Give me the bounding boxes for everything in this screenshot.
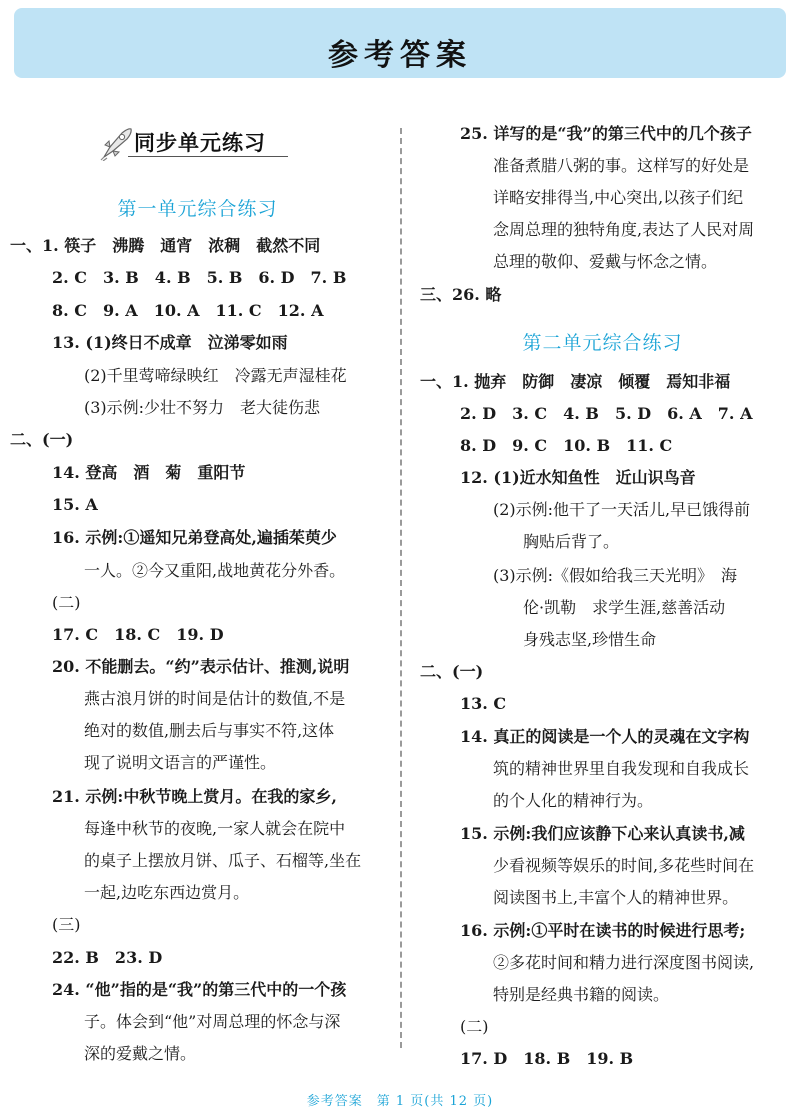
answer-line: 燕古浪月饼的时间是估计的数值,不是 <box>84 689 346 708</box>
answer-line: 详略安排得当,中心突出,以孩子们纪 <box>493 188 744 207</box>
answer-line: 现了说明文语言的严谨性。 <box>84 753 277 772</box>
answer-line: 二、(一) <box>420 662 484 681</box>
answer-line: 准备煮腊八粥的事。这样写的好处是 <box>493 156 750 175</box>
answer-line: 15. A <box>52 495 98 514</box>
answer-line: 12. (1)近水知鱼性 近山识鸟音 <box>460 468 696 487</box>
sync-practice-title: 同步单元练习 <box>134 131 266 155</box>
answer-line: 一人。②今又重阳,战地黄花分外香。 <box>84 561 346 580</box>
page-title: 参考答案 <box>328 38 472 73</box>
answer-line: 三、26. 略 <box>420 285 502 304</box>
answer-line: 16. 示例:①遥知兄弟登高处,遍插茱萸少 <box>52 528 337 547</box>
answer-line: 阅读图书上,丰富个人的精神世界。 <box>493 888 739 907</box>
page-footer: 参考答案 第 1 页(共 12 页) <box>306 1094 494 1109</box>
answer-line: 17. D 18. B 19. B <box>460 1049 634 1068</box>
answer-line: 的桌子上摆放月饼、瓜子、石榴等,坐在 <box>84 851 362 870</box>
answer-line: 8. D 9. C 10. B 11. C <box>460 436 673 455</box>
answer-line: 胸贴后背了。 <box>523 532 620 551</box>
answer-line: (2)千里莺啼绿映红 冷露无声湿桂花 <box>84 366 347 385</box>
answer-line: 二、(一) <box>10 430 74 449</box>
answer-line: 8. C 9. A 10. A 11. C 12. A <box>52 301 324 320</box>
sync-underline <box>128 156 288 157</box>
answer-line: 14. 登高 酒 菊 重阳节 <box>52 463 246 482</box>
unit1-title: 第一单元综合练习 <box>117 198 278 220</box>
answer-line: 一起,边吃东西边赏月。 <box>84 883 250 902</box>
answer-line: (3)示例:少壮不努力 老大徒伤悲 <box>84 398 321 417</box>
answer-line: 少看视频等娱乐的时间,多花些时间在 <box>493 856 755 875</box>
answer-line: 一、1. 筷子 沸腾 通宵 浓稠 截然不同 <box>10 236 321 255</box>
answer-line: (三) <box>52 915 81 934</box>
answer-line: 每逢中秋节的夜晚,一家人就会在院中 <box>84 819 346 838</box>
answer-line: 13. C <box>460 694 507 713</box>
answer-line: 13. (1)终日不成章 泣涕零如雨 <box>52 333 288 352</box>
answer-line: 身残志坚,珍惜生命 <box>523 630 657 649</box>
answer-line: 2. C 3. B 4. B 5. B 6. D 7. B <box>52 268 347 287</box>
answer-line: 总理的敬仰、爱戴与怀念之情。 <box>493 252 718 271</box>
answer-line: 2. D 3. C 4. B 5. D 6. A 7. A <box>460 404 753 423</box>
answer-line: 20. 不能删去。“约”表示估计、推测,说明 <box>52 657 350 676</box>
answer-line: 念周总理的独特角度,表达了人民对周 <box>493 220 755 239</box>
answer-line: 14. 真正的阅读是一个人的灵魂在文字构 <box>460 727 750 746</box>
answer-line: 伦·凯勒 求学生涯,慈善活动 <box>523 598 726 617</box>
answer-line: 21. 示例:中秋节晚上赏月。在我的家乡, <box>52 787 337 806</box>
answer-line: 24. “他”指的是“我”的第三代中的一个孩 <box>52 980 347 999</box>
answer-line: (3)示例:《假如给我三天光明》 海 <box>493 566 738 585</box>
answer-line: ②多花时间和精力进行深度图书阅读, <box>493 953 755 972</box>
header-banner <box>14 8 786 78</box>
sync-practice-banner <box>100 125 295 161</box>
answer-line: 绝对的数值,删去后与事实不符,这体 <box>84 721 335 740</box>
unit2-title: 第二单元综合练习 <box>522 332 683 354</box>
answer-line: 22. B 23. D <box>52 948 163 967</box>
answer-line: 筑的精神世界里自我发现和自我成长 <box>493 759 750 778</box>
answer-line: 子。体会到“他”对周总理的怀念与深 <box>84 1012 341 1031</box>
answer-line: 17. C 18. C 19. D <box>52 625 224 644</box>
answer-line: 15. 示例:我们应该静下心来认真读书,减 <box>460 824 745 843</box>
column-divider <box>400 128 402 1048</box>
answer-line: 特别是经典书籍的阅读。 <box>493 985 670 1004</box>
answer-line: (二) <box>52 593 81 612</box>
answer-line: 25. 详写的是“我”的第三代中的几个孩子 <box>460 124 752 143</box>
answer-line: (二) <box>460 1017 489 1036</box>
answer-line: 深的爱戴之情。 <box>84 1044 197 1063</box>
answer-line: (2)示例:他干了一天活儿,早已饿得前 <box>493 500 751 519</box>
answer-line: 的个人化的精神行为。 <box>493 791 654 810</box>
answer-line: 16. 示例:①平时在读书的时候进行思考; <box>460 921 746 940</box>
answer-line: 一、1. 抛弃 防御 凄凉 倾覆 焉知非福 <box>420 372 731 391</box>
